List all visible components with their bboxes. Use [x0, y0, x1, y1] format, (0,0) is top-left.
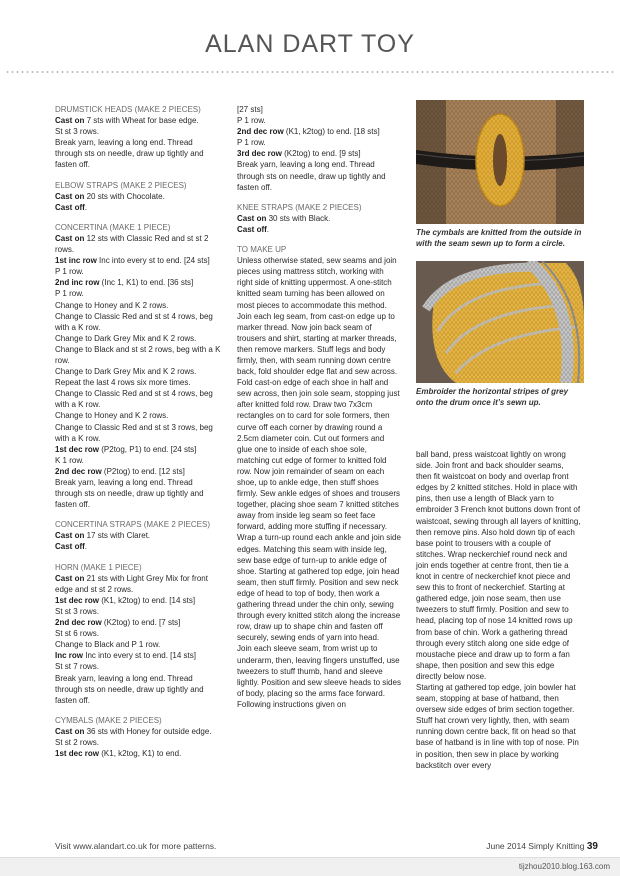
section-heading: ELBOW STRAPS (MAKE 2 PIECES) — [55, 180, 187, 190]
instruction-line — [55, 639, 221, 650]
instruction-line — [237, 159, 401, 192]
instruction-text: P 1 row. — [237, 138, 266, 148]
instruction-text: Break yarn, leaving a long end. Thread through sts on needle, draw up tightly and fasten off. — [237, 160, 386, 192]
instruction-text: P 1 row. — [55, 267, 84, 277]
instruction-line — [55, 300, 221, 311]
instruction-line — [237, 126, 401, 137]
instruction-text: Change to Honey and K 2 rows. — [55, 411, 169, 421]
instruction-text: St st 3 rows. — [55, 127, 100, 137]
instruction-line — [55, 277, 221, 288]
instruction-keyword: Cast off — [237, 224, 267, 234]
instruction-line — [55, 388, 221, 410]
instruction-text: 21 sts with Light Grey Mix for front edge and st st 2 rows. — [55, 573, 208, 594]
instruction-line — [55, 126, 221, 137]
instruction-line — [55, 748, 221, 759]
instruction-line — [416, 682, 581, 771]
drum-photo-caption: Embroider the horizontal stripes of grey onto the drum once it’s sewn up. — [416, 387, 569, 407]
instruction-line — [237, 255, 401, 643]
instruction-line — [55, 366, 221, 377]
section-heading: HORN (MAKE 1 PIECE) — [55, 562, 142, 572]
instruction-text: 7 sts with Wheat for base edge. — [84, 116, 199, 126]
instruction-line — [55, 628, 221, 639]
section-heading: KNEE STRAPS (MAKE 2 PIECES) — [237, 202, 362, 212]
instruction-text: Join each sleeve seam, from wrist up to underarm, then, leaving fingers unstuffed, use tweezers to stuff thumb, hand and sleeve lightly. Position and sew sleeve heads to sides of body, placing so the arms face forward. Following instructions given on — [237, 644, 401, 709]
instruction-text: . — [266, 224, 270, 234]
footer-website[interactable]: Visit www.alandart.co.uk for more patterns. — [55, 841, 217, 851]
instruction-keyword: 2nd dec row — [237, 127, 284, 137]
instruction-text: Change to Classic Red and st st 4 rows, beg with a K row. — [55, 311, 213, 332]
drum-photo — [416, 261, 584, 383]
instruction-keyword: Cast on — [55, 573, 85, 583]
instruction-line — [237, 213, 401, 224]
instruction-keyword: 2nd inc row — [55, 278, 100, 288]
instruction-line — [55, 477, 221, 510]
page-number: 39 — [586, 841, 598, 852]
instruction-text: P 1 row. — [237, 116, 266, 126]
instruction-text: Break yarn, leaving a long end. Thread through sts on needle, draw up tightly and fasten off. — [55, 478, 204, 510]
instruction-line — [55, 726, 221, 737]
instruction-text: Change to Honey and K 2 rows. — [55, 300, 169, 310]
instruction-keyword: 1st dec row — [55, 749, 100, 759]
bottom-bar — [0, 857, 620, 876]
instruction-text: St st 6 rows. — [55, 629, 100, 639]
instruction-line — [55, 541, 221, 552]
cymbal-photo-caption: The cymbals are knitted from the outside in with the seam sewn up to form a circle. — [416, 228, 582, 248]
instruction-text: (K1, k2tog) to end. [14 sts] — [99, 595, 196, 605]
instruction-keyword: 2nd dec row — [55, 466, 102, 476]
instruction-line — [55, 455, 221, 466]
instruction-keyword: 1st dec row — [55, 595, 100, 605]
watermark: tijzhou2010.blog.163.com — [518, 862, 610, 871]
column-2 — [237, 104, 401, 710]
section-heading: CONCERTINA STRAPS (MAKE 2 PIECES) — [55, 520, 210, 530]
footer-issue — [486, 841, 598, 852]
instruction-keyword: Cast off — [55, 202, 85, 212]
instruction-text: . — [84, 542, 88, 552]
instruction-text: Starting at gathered top edge, join bowler hat seam, stopping at base of hatband, then oversew side edges of brim section together. Stuff hat crown very lightly, then, with seam running down centre back, fit on head so that base of hatband is in line with top of nose. Pin in position, then sew in place by working backstitch over every — [416, 682, 579, 770]
instruction-text: 12 sts with Classic Red and st st 2 rows. — [55, 233, 209, 255]
instruction-text: . — [84, 202, 88, 212]
instruction-text: (Inc 1, K1) to end. [36 sts] — [99, 278, 194, 288]
instruction-text: St st 7 rows. — [55, 662, 100, 672]
instruction-text: (K1, k2tog, K1) to end. — [99, 749, 182, 759]
instruction-text: (K1, k2tog) to end. [18 sts] — [283, 127, 380, 137]
instruction-keyword: Cast on — [55, 531, 85, 541]
instruction-line — [55, 595, 221, 606]
instruction-line — [55, 266, 221, 277]
instruction-text: 20 sts with Chocolate. — [84, 191, 165, 201]
instruction-text: P 1 row. — [55, 289, 84, 299]
page-title: ALAN DART TOY — [205, 30, 415, 58]
instruction-line — [55, 444, 221, 455]
instruction-text: 36 sts with Honey for outside edge. — [84, 726, 212, 736]
instruction-keyword: 1st dec row — [55, 444, 100, 454]
instruction-text: Change to Classic Red and st st 4 rows, beg with a K row. — [55, 389, 213, 410]
column-1 — [55, 104, 221, 759]
instruction-line — [55, 606, 221, 617]
instruction-text: Inc into every st to end. [14 sts] — [83, 651, 196, 661]
instruction-text: Change to Dark Grey Mix and K 2 rows. — [55, 367, 197, 377]
instruction-line — [55, 466, 221, 477]
instruction-keyword: 1st inc row — [55, 256, 97, 266]
instruction-text: Break yarn, leaving a long end. Thread through sts on needle, draw up tightly and fasten off. — [55, 673, 204, 705]
instruction-text: Repeat the last 4 rows six more times. — [55, 378, 191, 388]
instruction-line — [55, 422, 221, 444]
instruction-keyword: Cast on — [55, 726, 85, 736]
instruction-text: 30 sts with Black. — [266, 213, 331, 223]
instruction-line — [237, 115, 401, 126]
instruction-text: Change to Classic Red and st st 3 rows, beg with a K row. — [55, 422, 213, 443]
section-heading: CYMBALS (MAKE 2 PIECES) — [55, 715, 162, 725]
instruction-line — [237, 224, 401, 235]
instruction-keyword: Cast off — [55, 542, 85, 552]
instruction-line — [55, 344, 221, 366]
instruction-line — [55, 737, 221, 748]
section-heading: CONCERTINA (MAKE 1 PIECE) — [55, 222, 171, 232]
instruction-keyword: Cast on — [55, 233, 85, 243]
instruction-text: St st 2 rows. — [55, 737, 100, 747]
footer-issue-text: June 2014 Simply Knitting — [486, 841, 585, 851]
instruction-line — [55, 233, 221, 255]
instruction-keyword: Inc row — [55, 651, 84, 661]
instruction-line — [55, 617, 221, 628]
instruction-line — [55, 377, 221, 388]
instruction-text: Change to Black and P 1 row. — [55, 640, 161, 650]
instruction-line — [55, 573, 221, 595]
instruction-line — [55, 673, 221, 706]
instruction-keyword: 2nd dec row — [55, 618, 102, 628]
instruction-keyword: Cast on — [237, 213, 267, 223]
dotted-divider — [5, 71, 615, 73]
instruction-line — [416, 449, 581, 682]
instruction-line — [237, 137, 401, 148]
instruction-text: 17 sts with Claret. — [84, 531, 151, 541]
instruction-text: (K2tog) to end. [7 sts] — [101, 618, 181, 628]
instruction-line — [55, 191, 221, 202]
instruction-text: (K2tog) to end. [9 sts] — [281, 149, 361, 159]
instruction-line — [55, 115, 221, 126]
instruction-text: St st 3 rows. — [55, 606, 100, 616]
instruction-text: (P2tog) to end. [12 sts] — [101, 466, 185, 476]
column-3 — [416, 449, 581, 771]
instruction-line — [55, 255, 221, 266]
instruction-line — [55, 202, 221, 213]
instruction-keyword: Cast on — [55, 116, 85, 126]
instruction-text: Unless otherwise stated, sew seams and join pieces using mattress stitch, working with right side of knitting uppermost. A one-stitch knitted seam turning has been allowed on most pieces to accommodate this method. Join each leg seam, from cast-on edge up to marker thread. Now join back seam of trousers and shirt, starting at marker threads, then remove markers. Stuff legs and body firmly, then, with seam running down centre back, fold shoulder edge flat and sew across. Fold cast-on edge of each shoe in half and sew across, then join sole seam, stopping just after knitted fold row. Draw two 7x3cm rectangles on to card for sole formers, then curve off each corner by drawing round a 2.5cm diameter coin. Cut out formers and glue one to inside of each shoe sole, matching cut edge of former to knitted fold row. Now join remainder of seam on each shoe, up to ankle edge, then stuff shoes firmly. Sew ankle edges of shoes and trousers together, placing shoe seam 7 knitted stitches away from inside leg seam so feet face forward, adding more stuffing if necessary. Wrap a turn-up round each ankle and join side edges. Matching this seam with inside leg, sew base edge of turn-up to ankle edge of shoe. Starting at gathered top edge, join head seam, then stuff firmly. Position and sew neck edge of head to top of body, then work a gathering thread under the chin only, sewing through every knitted stitch along the increase row, draw up to shape chin and fasten off securely, sewing ends of yarn into head. — [237, 256, 401, 643]
instruction-line — [55, 650, 221, 661]
cymbal-photo — [416, 100, 584, 224]
instruction-text: Change to Black and st st 2 rows, beg with a K row. — [55, 344, 221, 365]
section-heading: DRUMSTICK HEADS (MAKE 2 PIECES) — [55, 105, 201, 114]
instruction-line — [55, 137, 221, 170]
instruction-keyword: 3rd dec row — [237, 149, 282, 159]
instruction-text: (P2tog, P1) to end. [24 sts] — [99, 444, 197, 454]
instruction-line — [55, 288, 221, 299]
instruction-text: Inc into every st to end. [24 sts] — [96, 256, 210, 266]
instruction-line — [55, 661, 221, 672]
instruction-keyword: Cast on — [55, 191, 85, 201]
instruction-text: ball band, press waistcoat lightly on wrong side. Join front and back shoulder seams, then fit waistcoat on body and overlap front edges by 2 knitted stitches. Hold in place with pins, then use a length of Black yarn to embroider 3 French knot buttons down front of waistcoat, sewing through all layers of knitting, then remove pins. Also hold down tip of each base point to trousers with a couple of stitches. Wrap neckerchief round neck and join ends together at centre front, then tie a knot in centre of neckerchief knot piece and sew this to front of neckerchief. Starting at gathered edge, join nose seam, then use tweezers to stuff firmly. Position and sew to head, placing top of nose 14 knitted rows up from base of chin. Work a gathering thread through every stitch along one side edge of moustache piece and draw up to form a fan shape, then position and sew this edge directly below nose. — [416, 450, 581, 681]
instruction-line — [55, 410, 221, 421]
instruction-text: Change to Dark Grey Mix and K 2 rows. — [55, 333, 197, 343]
section-heading: TO MAKE UP — [237, 245, 287, 255]
instruction-text: [27 sts] — [237, 105, 263, 114]
instruction-line — [55, 333, 221, 344]
instruction-text: K 1 row. — [55, 455, 84, 465]
instruction-line — [55, 530, 221, 541]
instruction-line — [237, 643, 401, 710]
instruction-line — [237, 104, 401, 115]
instruction-line — [237, 148, 401, 159]
instruction-text: Break yarn, leaving a long end. Thread through sts on needle, draw up tightly and fasten off. — [55, 138, 204, 170]
instruction-line — [55, 311, 221, 333]
